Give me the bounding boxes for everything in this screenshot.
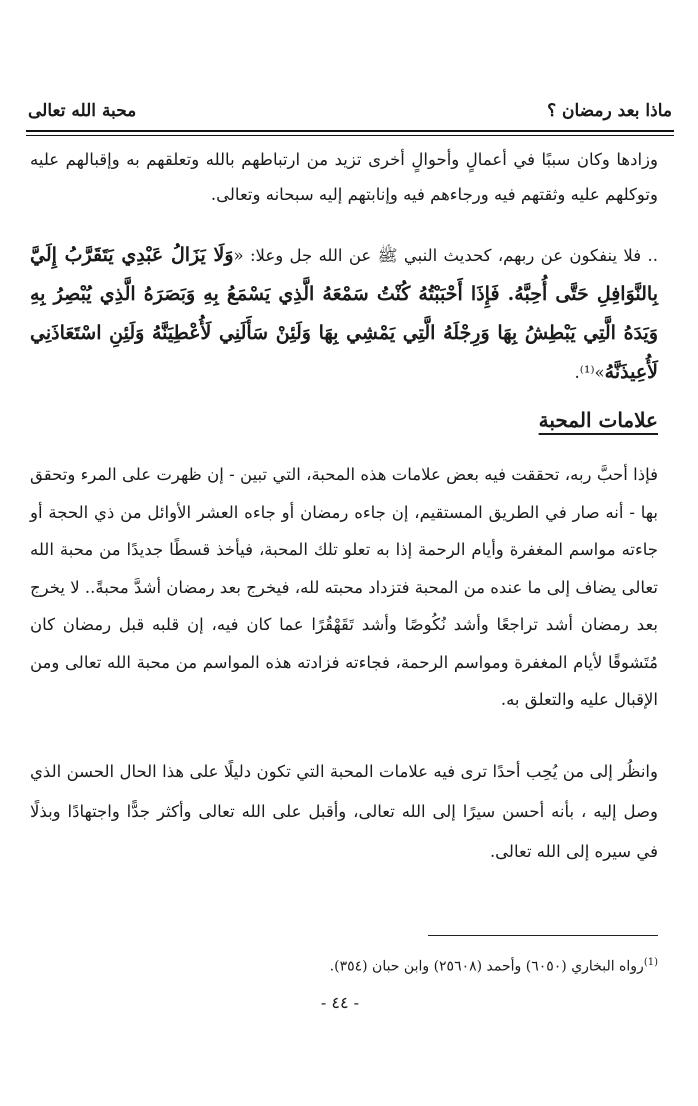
footnote-divider [428,935,658,936]
page-number: - ٤٤ - [320,993,360,1012]
chapter-title: محبة الله تعالى [28,101,137,121]
header-divider [26,130,674,136]
footnote-text: رواه البخاري (٦٠٥٠) وأحمد (٢٥٦٠٨) وابن حبان (٣٥٤). [329,958,644,975]
paragraph-1: وزادها وكان سببًا في أعمالٍ وأحوالٍ أخرى تزيد من ارتباطهم بالله وتعلقهم به وإقبالهم عليه وتوكلهم عليه وثقتهم فيه ورجاءهم فيه وإنابتهم إليه سبحانه وتعالى. [30,150,658,204]
hadith-intro: .. فلا ينفكون عن ربهم، كحديث النبي ﷺ عن الله جل وعلا: « [233,246,658,265]
paragraph-3: فإذا أحبَّ ربه، تحققت فيه بعض علامات هذه المحبة، التي تبين - إن ظهرت على المرء وتحقق بها - أنه صار في الطريق المستقيم، إن جاءه رمضان أو جاءه العشر الأوائل من ذي الحجة أو جاءته مواسم المغفرة وأيام الرحمة إذا به تعلو تلك المحبة، فيأخذ قسطًا جديدًا من محبة الله تعالى يضاف إلى ما عنده من المحبة فتزداد محبته لله، فيخرج بعد رمضان أشدَّ محبةً.. لا يخرج بعد رمضان أشد تراجعًا وأشد نُكُوصًا وأشد تَقَهْقُرًا عما كان فيه، إن قلبه قبل رمضان كان مُتَشوقًا لأيام المغفرة ومواسم الرحمة، فجاءته فزادته هذه المواسم من محبة الله تعالى ومن الإقبال عليه والتعلق به. [30,465,658,709]
book-title: ماذا بعد رمضان ؟ [547,101,672,121]
section-heading: علامات المحبة [538,408,658,432]
footnote-marker: (1) [643,957,658,968]
footnote [40,952,658,978]
hadith-close: »⁽¹⁾. [574,363,605,382]
paragraph-2-hadith [30,236,658,392]
hadith-text: وَلَا يَزَالُ عَبْدِي يَتَقَرَّبُ إِلَيَّ بِالنَّوَافِلِ حَتَّى أُحِبَّهُ. فَإِذَا أَحْبَبْتُهُ كُنْتُ سَمْعَهُ الَّذِي يَسْمَعُ بِهِ وَبَصَرَهُ الَّذِي يُبْصِرُ بِهِ وَيَدَهُ الَّتِي يَبْطِشُ بِهَا وَرِجْلَهُ الَّتِي يَمْشِي بِهَا وَلَئِنْ سَأَلَنِي لَأُعْطِيَنَّهُ وَلَئِنِ اسْتَعَاذَنِي لَأُعِيذَنَّهُ [30,244,658,383]
paragraph-4: وانظُر إلى من يُحِب أحدًا ترى فيه علامات المحبة التي تكون دليلًا على هذا الحال الحسن الذي وصل إليه ، بأنه أحسن سيرًا إلى الله تعالى، وأقبل على الله تعالى وأكثر جدًّا واجتهادًا وبذلًا في سيره إلى الله تعالى. [30,762,658,861]
running-head [28,96,672,126]
